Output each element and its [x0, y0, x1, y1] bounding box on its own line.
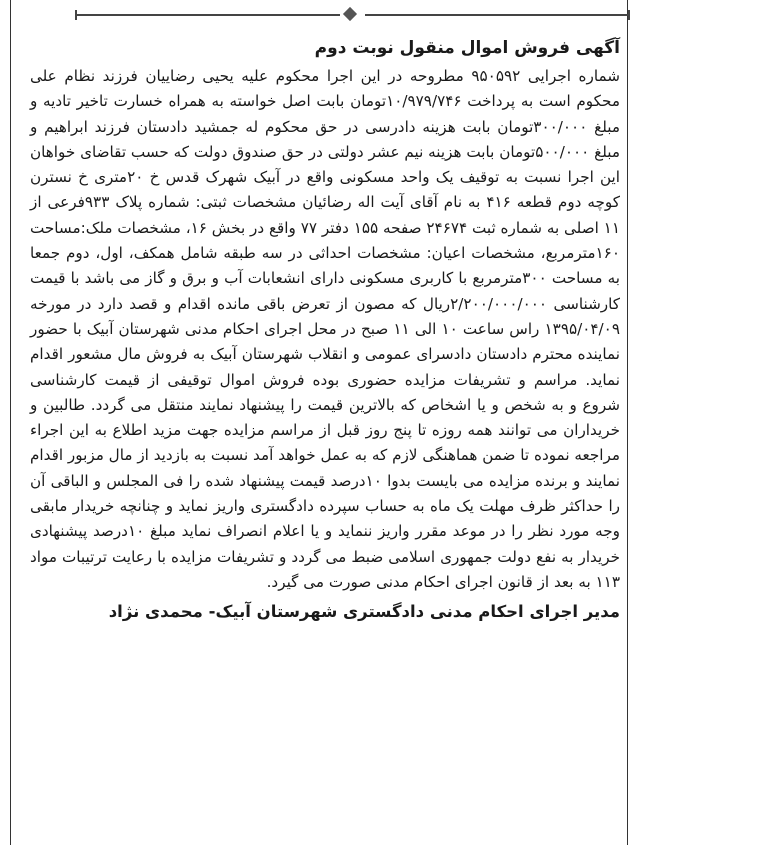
notice-body: شماره اجرایی ۹۵۰۵۹۲ مطروحه در این اجرا محکوم علیه یحیی رضاییان فرزند نظام علی محکوم است به پرداخت ۱۰/۹۷۹/۷۴۶تومان بابت اصل خواسته به همراه خسارت تاخیر تادیه و مبلغ ۳۰۰/۰۰۰تومان بابت هزینه دادرسی در حق محکوم له جمشید دادستان فرزند ابراهیم و مبلغ ۵۰۰/۰۰۰تومان بابت هزینه نیم عشر دولتی در حق صندوق دولت که حسب تقاضای خواهان این اجرا نسبت به توقیف یک واحد مسکونی واقع در آبیک شهرک قدس خ ۲۰متری خ نسترن کوچه دوم قطعه ۴۱۶ به نام آقای آیت اله رضائیان مشخصات ثبتی: شماره پلاک ۹۳۳فرعی از ۱۱ اصلی به شماره ثبت ۲۴۶۷۴ صفحه ۱۵۵ دفتر ۷۷ واقع در بخش ۱۶، مشخصات ملک:مساحت ۱۶۰مترمربع، مشخصات اعیان: مشخصات احداثی در سه طبقه شامل همکف، اول، دوم جمعا به مساحت ۳۰۰مترمربع با کاربری مسکونی دارای انشعابات آب و برق و گاز می باشد با قیمت کارشناسی ۲/۲۰۰/۰۰۰/۰۰۰ریال که مصون از تعرض باقی مانده اقدام و قصد دارد در مورخه ۱۳۹۵/۰۴/۰۹ راس ساعت ۱۰ الی ۱۱ صبح در محل اجرای احکام مدنی شهرستان آبیک با حضور نماینده محترم دادستان دادسرای عمومی و انقلاب شهرستان آبیک به فروش مال مشعور اقدام نماید. مراسم و تشریفات مزایده حضوری بوده فروش اموال توقیفی از قیمت کارشناسی شروع و به شخص و یا اشخاص که بالاترین قیمت را پیشنهاد نمایند منتقل می گردد. طالبین و خریداران می توانند همه روزه تا پنج روز قبل از مراسم مزایده جهت مزید اطلاع به این اجراء مراجعه نموده تا ضمن هماهنگی لازم که به عمل خواهد آمد نسبت به بازدید از مال مزبور اقدام نمایند و برنده مزایده می بایست بدوا ۱۰درصد قیمت پیشنهاد شده را فی المجلس و الباقی آن را حداکثر ظرف مهلت یک ماه به حساب سپرده دادگستری واریز نماید و چنانچه خریدار مابقی وجه مورد نظر را در موعد مقرر واریز ننماید و یا اعلام انصراف نماید مبلغ ۱۰درصد پیشنهادی خریدار به نفع دولت جمهوری اسلامی ضبط می گردد و تشریفات مزایده با رعایت ترتیبات مواد ۱۱۳ به بعد از قانون اجرای احکام مدنی صورت می گیرد. — [30, 67, 621, 591]
header-ornament — [75, 8, 630, 22]
notice-signature: مدیر اجرای احکام مدنی دادگستری شهرستان آبیک- محمدی نژاد — [108, 602, 620, 622]
notice-title: آگهی فروش اموال منقول نوبت دوم — [314, 38, 620, 58]
frame-left-border — [10, 0, 11, 845]
diamond-icon — [343, 7, 357, 21]
frame-right-border — [627, 0, 628, 845]
notice-article — [30, 36, 620, 625]
ornament-right-bar — [365, 14, 630, 16]
ornament-left-bar — [75, 14, 340, 16]
notice-frame — [10, 0, 628, 845]
ornament-right-cap — [628, 10, 630, 20]
